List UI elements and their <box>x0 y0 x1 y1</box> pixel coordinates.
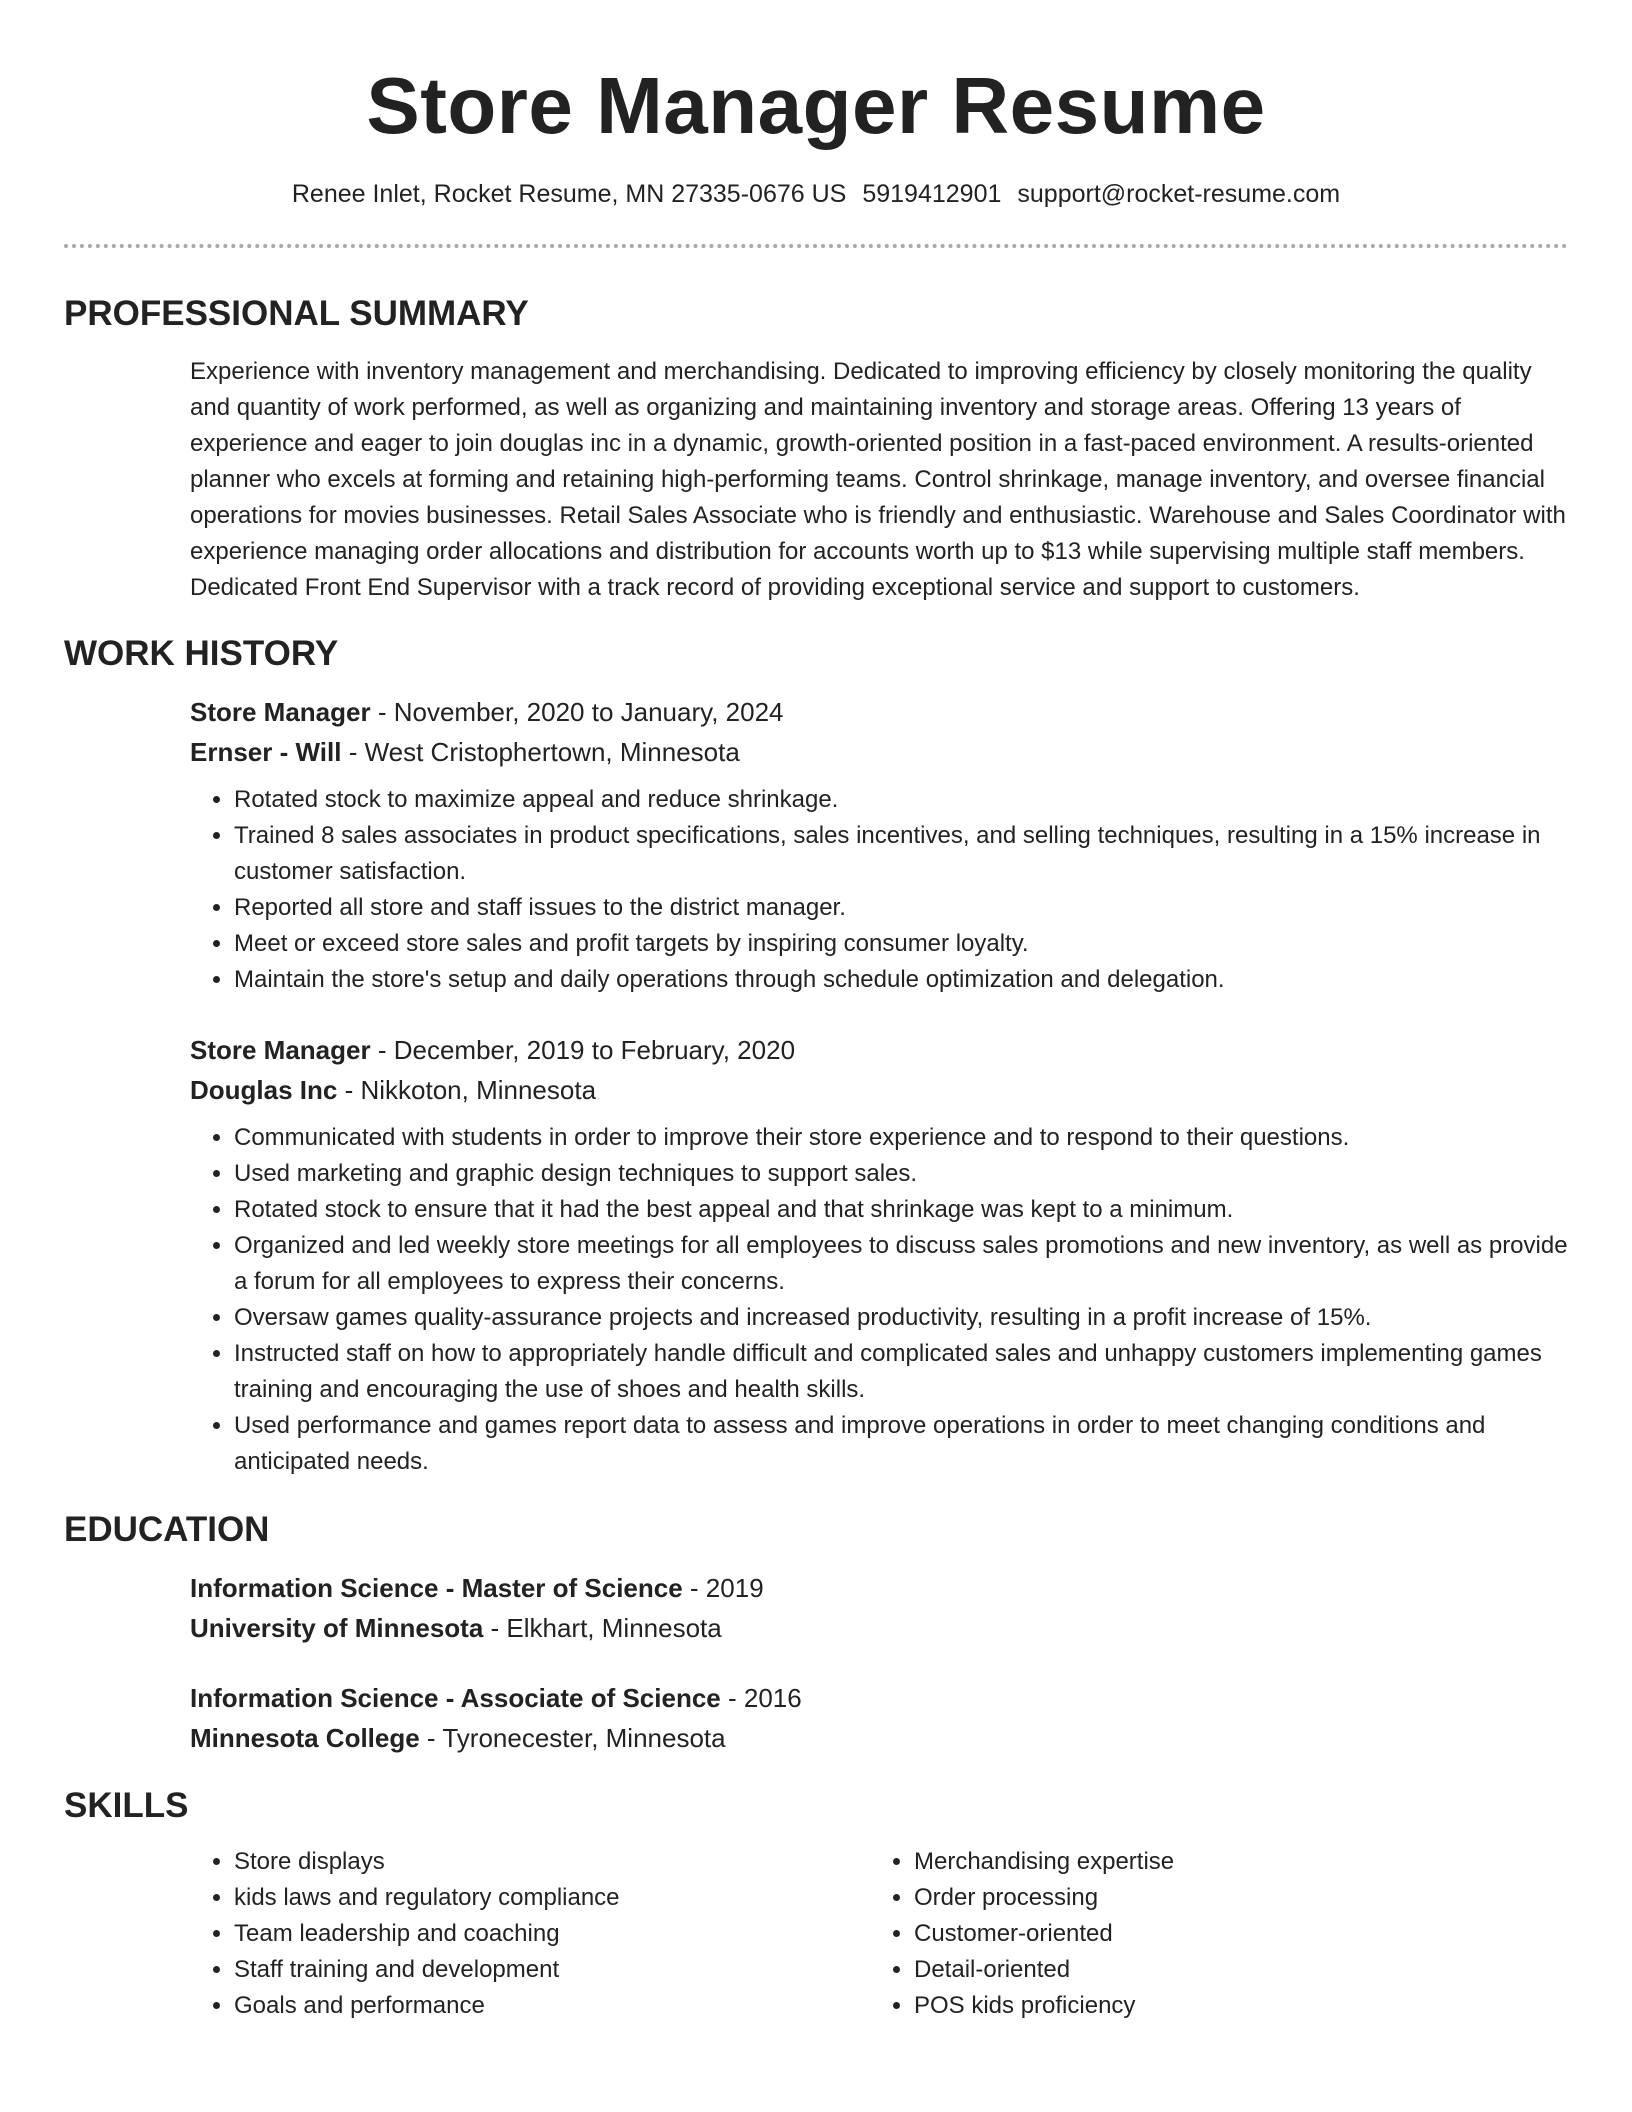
skills-list <box>870 1844 1550 2024</box>
school-location: - Tyronecester, Minnesota <box>419 1723 726 1753</box>
skills-list <box>190 1844 870 2024</box>
skills-heading: SKILLS <box>64 1786 189 1825</box>
job-company: Douglas Inc <box>190 1075 338 1105</box>
summary-heading: PROFESSIONAL SUMMARY <box>64 294 529 333</box>
skill-item: • Team leadership and coaching <box>234 1916 870 1952</box>
degree-line <box>190 1568 1568 1608</box>
list-item: • Used marketing and graphic design techniques to support sales. <box>234 1156 1568 1192</box>
summary-section <box>64 292 1568 606</box>
list-item: • Rotated stock to ensure that it had the best appeal and that shrinkage was kept to a minimum. <box>234 1192 1568 1228</box>
job-title-line <box>190 1030 1568 1070</box>
job-company-line <box>190 732 1568 772</box>
list-item: • Used performance and games report data to assess and improve operations in order to meet changing conditions and anticipated needs. <box>234 1408 1568 1480</box>
job-title: Store Manager <box>190 1035 371 1065</box>
contact-line <box>0 178 1632 210</box>
skill-item: • Order processing <box>914 1880 1550 1916</box>
job-location: - Nikkoton, Minnesota <box>337 1075 597 1105</box>
school-name: Minnesota College <box>190 1723 420 1753</box>
education-heading: EDUCATION <box>64 1510 270 1549</box>
work-history-heading: WORK HISTORY <box>64 634 339 673</box>
contact-phone: 5919412901 <box>862 180 1002 208</box>
school-name: University of Minnesota <box>190 1613 484 1643</box>
job-title-line <box>190 692 1568 732</box>
skills-column-right <box>870 1844 1550 2024</box>
list-item: • Communicated with students in order to improve their store experience and to respond to their questions. <box>234 1120 1568 1156</box>
list-item: • Oversaw games quality-assurance projects and increased productivity, resulting in a profit increase of 15%. <box>234 1300 1568 1336</box>
list-item: • Meet or exceed store sales and profit targets by inspiring consumer loyalty. <box>234 926 1568 962</box>
skill-item: • Customer-oriented <box>914 1916 1550 1952</box>
job-dates: - December, 2019 to February, 2020 <box>370 1035 796 1065</box>
school-location: - Elkhart, Minnesota <box>483 1613 722 1643</box>
job-entry <box>190 1030 1568 1480</box>
list-item: • Instructed staff on how to appropriately handle difficult and complicated sales and unhappy customers implementing games training and encouraging the use of shoes and health skills. <box>234 1336 1568 1408</box>
summary-text: Experience with inventory management and merchandising. Dedicated to improving efficiency by closely monitoring the quality and quantity of work performed, as well as organizing and maintaining inventory and storage areas. Offering 13 years of experience and eager to join douglas inc in a dynamic, growth-oriented position in a fast-paced environment. A results-oriented planner who excels at forming and retaining high-performing teams. Control shrinkage, manage inventory, and oversee financial operations for movies businesses. Retail Sales Associate who is friendly and enthusiastic. Warehouse and Sales Coordinator with experience managing order allocations and distribution for accounts worth up to $13 while supervising multiple staff members. Dedicated Front End Supervisor with a track record of providing exceptional service and support to customers. <box>190 358 1566 601</box>
job-company: Ernser - Will <box>190 737 342 767</box>
job-title: Store Manager <box>190 697 371 727</box>
contact-email: support@rocket-resume.com <box>1017 180 1341 208</box>
header-divider <box>64 244 1568 248</box>
job-location: - West Cristophertown, Minnesota <box>341 737 740 767</box>
page-title: Store Manager Resume <box>366 61 1266 150</box>
skill-item: • Merchandising expertise <box>914 1844 1550 1880</box>
school-line <box>190 1718 1568 1758</box>
education-section <box>64 1508 1568 1758</box>
degree-line <box>190 1678 1568 1718</box>
skill-item: • POS kids proficiency <box>914 1988 1550 2024</box>
skill-item: • kids laws and regulatory compliance <box>234 1880 870 1916</box>
skills-column-left <box>190 1844 870 2024</box>
list-item: • Maintain the store's setup and daily operations through schedule optimization and delegation. <box>234 962 1568 998</box>
job-company-line <box>190 1070 1568 1110</box>
skill-item: • Store displays <box>234 1844 870 1880</box>
contact-address: Renee Inlet, Rocket Resume, MN 27335-0676 US <box>291 180 847 208</box>
skill-item: • Staff training and development <box>234 1952 870 1988</box>
skill-item: • Detail-oriented <box>914 1952 1550 1988</box>
school-line <box>190 1608 1568 1648</box>
skills-grid <box>190 1844 1566 2024</box>
degree-name: Information Science - Master of Science <box>190 1573 683 1603</box>
list-item: • Trained 8 sales associates in product specifications, sales incentives, and selling techniques, resulting in a 15% increase in customer satisfaction. <box>234 818 1568 890</box>
list-item: • Organized and led weekly store meetings for all employees to discuss sales promotions and new inventory, as well as provide a forum for all employees to express their concerns. <box>234 1228 1568 1300</box>
skills-section <box>64 1784 1568 2024</box>
degree-year: - 2016 <box>720 1683 802 1713</box>
list-item: • Reported all store and staff issues to the district manager. <box>234 890 1568 926</box>
job-bullets <box>190 1120 1568 1480</box>
education-entry <box>190 1678 1568 1758</box>
work-history-section <box>64 632 1568 1480</box>
degree-name: Information Science - Associate of Science <box>190 1683 721 1713</box>
skill-item: • Goals and performance <box>234 1988 870 2024</box>
education-entry <box>190 1568 1568 1648</box>
job-entry <box>190 692 1568 998</box>
list-item: • Rotated stock to maximize appeal and reduce shrinkage. <box>234 782 1568 818</box>
job-dates: - November, 2020 to January, 2024 <box>370 697 784 727</box>
job-bullets <box>190 782 1568 998</box>
degree-year: - 2019 <box>682 1573 764 1603</box>
